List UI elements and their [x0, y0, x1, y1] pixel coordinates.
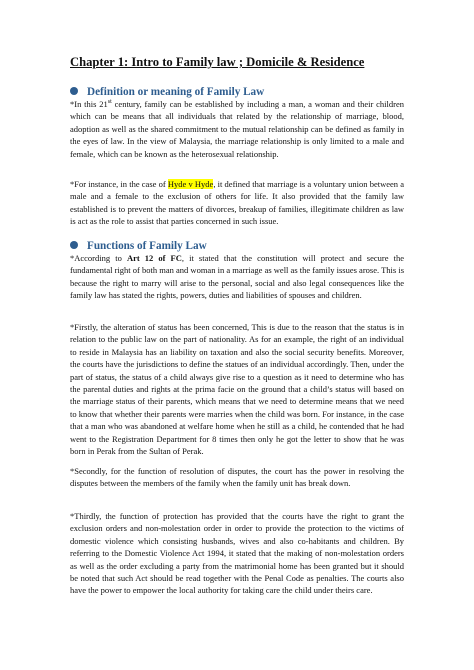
- section-heading-definition: [70, 86, 264, 98]
- paragraph-article-12: [70, 252, 404, 302]
- page-title: Chapter 1: Intro to Family law ; Domicile & Residence: [70, 55, 365, 69]
- bullet-icon: [70, 87, 78, 95]
- paragraph-text: *According to: [70, 253, 127, 263]
- section-heading-text: Functions of Family Law: [87, 240, 207, 252]
- section-heading-functions: [70, 240, 207, 252]
- paragraph-resolution-of-disputes: *Secondly, for the function of resolution of disputes, the court has the power in resolving the disputes between the members of the family when the family unit has break down.: [70, 466, 404, 489]
- article-reference: Art 12 of FC: [126, 253, 182, 263]
- bullet-icon: [70, 241, 78, 249]
- paragraph-text: century, family can be established by including a man, a woman and their children which can be means that all individuals that related by the relationship of marriage, blood, adoption as well as the shared commitment to the mutual relationship can be defined as family in the eyes of law. In the view of Malaysia, the marriage relationship is only limited to a male and female, which can be known as the heterosexual relationship.: [70, 99, 404, 159]
- paragraph-protection: *Thirdly, the function of protection has provided that the courts have the right to grant the exclusion orders and non-molestation order in order to provide the protection to the victims of domestic violence which consisting husbands, wives and also co-habitants and children. By referring to the Domestic Violence Act 1994, it stated that the making of non-molestation orders as well as the order excluding a party from the matrimonial home has been granted but it should be noted that such Act should be read together with the Penal Code as penalties. The courts also have the power to empower the local authority for taking care the child under theirs care.: [70, 511, 404, 596]
- highlighted-case-name: Hyde v Hyde: [167, 179, 214, 189]
- paragraph-text: , it stated that the constitution will protect and secure the fundamental right of both man and woman in a marriage as well as the family issues arose. This is because the right to marry will arise to the personal, social and also legal consequences like the family law has stated the rights, powers, duties and liabilities of spouses and children.: [70, 253, 404, 301]
- paragraph-definition: [70, 98, 404, 160]
- paragraph-hyde-case: [70, 178, 404, 228]
- section-heading-text: Definition or meaning of Family Law: [87, 86, 265, 98]
- paragraph-text: , it defined that marriage is a voluntary union between a male and a female to the exclusion of others for life. It also provided that the family law established is to prevent the matters of divorces, breakup of families, illegitimate children as law is act as the role to assist that parties concerned in such issue.: [70, 179, 404, 227]
- paragraph-text: *For instance, in the case of: [70, 179, 168, 189]
- paragraph-text: *In this 21: [70, 99, 108, 109]
- paragraph-alteration-of-status: *Firstly, the alteration of status has been concerned, This is due to the reason that the status is in relation to the public law on the part of nationality. As for an example, the right of an individual to reside in Malaysia has an liability on taxation and also the social security benefits. Moreover, the courts have the jurisdictions to define the statues of an individual accordingly. Then, under the part of status, the status of a child always give rise to a question as it need to determine who has the parental duties and rights at the prima facie on the ground that a child’s status will based on the marriage status of their parents, which means that we need to determine means that we need to know that whether their parents were marries when the child was born. For instance, in the case that a man who was abandoned at welfare home when he still as a child, he contended that he had went to the Registration Department for 8 times then only he got the letter to show that he was born in Perak from the Sultan of Perak.: [70, 322, 404, 457]
- superscript: st: [107, 99, 112, 106]
